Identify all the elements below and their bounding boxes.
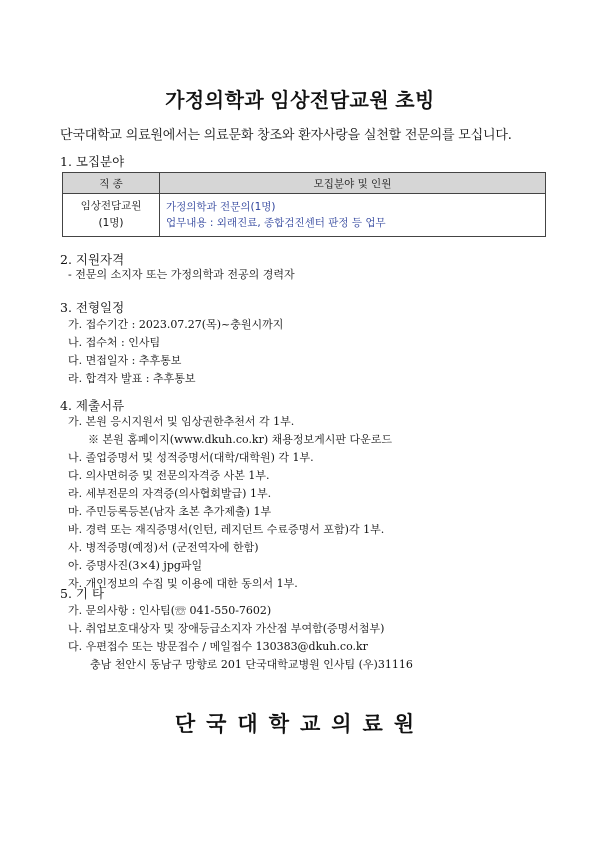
- recruit-table: [62, 172, 546, 237]
- table-cell-role: [63, 194, 160, 237]
- table-header-job: 직 종: [63, 173, 160, 194]
- schedule-item-period: 가. 접수기간 : 2023.07.27(목)~충원시까지: [68, 318, 284, 331]
- document-note: ※ 본원 홈페이지(www.dkuh.co.kr) 채용정보게시판 다운로드: [88, 433, 393, 446]
- section-heading-recruit-field: 1. 모집분야: [60, 154, 125, 169]
- detail-duties: 업무내용 : 외래진료, 종합검진센터 판정 등 업무: [166, 217, 386, 229]
- table-row: [63, 194, 546, 237]
- table-header-field: 모집분야 및 인원: [160, 173, 546, 194]
- document-item: 마. 주민등록등본(남자 초본 추가제출) 1부: [68, 505, 272, 518]
- qualification-item: - 전문의 소지자 또는 가정의학과 전공의 경력자: [68, 268, 295, 281]
- table-cell-detail: [160, 194, 546, 237]
- document-item: 사. 병적증명(예정)서 (군전역자에 한함): [68, 541, 259, 554]
- section-heading-documents: 4. 제출서류: [60, 398, 125, 413]
- etc-item-address: 충남 천안시 동남구 망향로 201 단국대학교병원 인사팀 (우)31116: [90, 658, 413, 671]
- intro-text: 단국대학교 의료원에서는 의료문화 창조와 환자사랑을 실천할 전문의를 모십니다.: [60, 128, 512, 143]
- detail-field: 가정의학과 전문의(1명): [166, 201, 276, 213]
- schedule-item-office: 나. 접수처 : 인사팀: [68, 336, 161, 349]
- schedule-item-interview: 다. 면접일자 : 추후통보: [68, 354, 182, 367]
- etc-item-submission: 다. 우편접수 또는 방문접수 / 메일접수 130383@dkuh.co.kr: [68, 640, 368, 653]
- table-header-row: [63, 173, 546, 194]
- document-item: 아. 증명사진(3×4) jpg파일: [68, 559, 203, 572]
- document-item: 다. 의사면허증 및 전문의자격증 사본 1부.: [68, 469, 270, 482]
- document-item: 라. 세부전문의 자격증(의사협회발급) 1부.: [68, 487, 272, 500]
- etc-item-contact: 가. 문의사항 : 인사팀(☏ 041-550-7602): [68, 604, 272, 617]
- section-heading-qualification: 2. 지원자격: [60, 252, 125, 267]
- section-heading-schedule: 3. 전형일정: [60, 300, 125, 315]
- section-heading-etc: 5. 기 타: [60, 586, 105, 601]
- role-count: (1명): [98, 217, 124, 229]
- document-item: 자. 개인정보의 수집 및 이용에 대한 동의서 1부.: [68, 577, 298, 590]
- document-item: 가. 본원 응시지원서 및 임상권한추천서 각 1부.: [68, 415, 295, 428]
- document-item: 바. 경력 또는 재직증명서(인턴, 레지던트 수료증명서 포함)각 1부.: [68, 523, 385, 536]
- document-title: 가정의학과 임상전담교원 초빙: [165, 90, 435, 112]
- schedule-item-announcement: 라. 합격자 발표 : 추후통보: [68, 372, 196, 385]
- role-title: 임상전담교원: [80, 200, 142, 212]
- etc-item-bonus: 나. 취업보호대상자 및 장애등급소지자 가산점 부여함(증명서첨부): [68, 622, 385, 635]
- institution-name: 단국대학교의료원: [174, 711, 426, 736]
- document-item: 나. 졸업증명서 및 성적증명서(대학/대학원) 각 1부.: [68, 451, 314, 464]
